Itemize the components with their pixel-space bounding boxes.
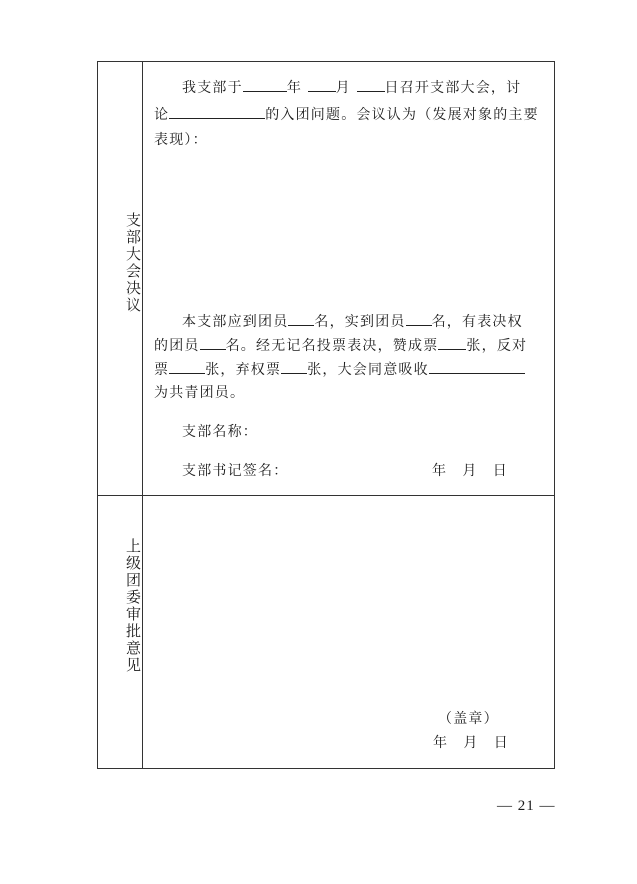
vote-line-3: 票 张，弃权票 张，大会同意吸收 [154,358,542,383]
resolution-date: 年 月 日 [432,463,508,479]
row-label-cell [98,62,143,495]
higher-committee-approval-row [98,496,554,768]
month-blank[interactable] [308,77,336,92]
higher-committee-approval-label: 上级团委审批意见 [124,538,142,674]
seal-label: （盖章） [438,711,499,727]
day-blank[interactable] [357,77,385,92]
present-members-blank[interactable] [406,311,432,326]
branch-meeting-resolution-label: 支部大会决议 [124,212,142,314]
row-label-cell [98,496,143,768]
admitted-name-blank[interactable] [429,359,525,374]
resolution-content [144,62,554,495]
resolution-line-2: 论 的入团问题。会议认为（发展对象的主要 [154,103,542,128]
year-blank[interactable] [243,77,287,92]
branch-meeting-resolution-row [98,62,554,496]
expected-members-blank[interactable] [288,311,314,326]
resolution-line-3: 表现）： [154,132,208,148]
branch-name-field [154,420,542,445]
page-number: — 21 — [497,798,556,814]
branch-name-label: 支部名称： [182,424,258,440]
applicant-name-blank[interactable] [169,104,265,119]
voting-members-blank[interactable] [200,335,226,350]
no-votes-blank[interactable] [169,359,205,374]
application-form-table [97,61,555,769]
vote-line-1: 本支部应到团员 名，实到团员 名，有表决权 [154,310,542,335]
vote-line-2: 的团员 名。经无记名投票表决，赞成票 张，反对 [154,334,542,359]
approval-date: 年 月 日 [433,735,509,751]
vote-line-4: 为共青团员。 [154,385,246,401]
abstain-votes-blank[interactable] [281,359,307,374]
secretary-signature-label: 支部书记签名： [182,463,289,479]
approval-content [144,496,554,768]
resolution-line-1: 我支部于 年 月 日召开支部大会，讨 [154,76,542,101]
yes-votes-blank[interactable] [438,335,466,350]
